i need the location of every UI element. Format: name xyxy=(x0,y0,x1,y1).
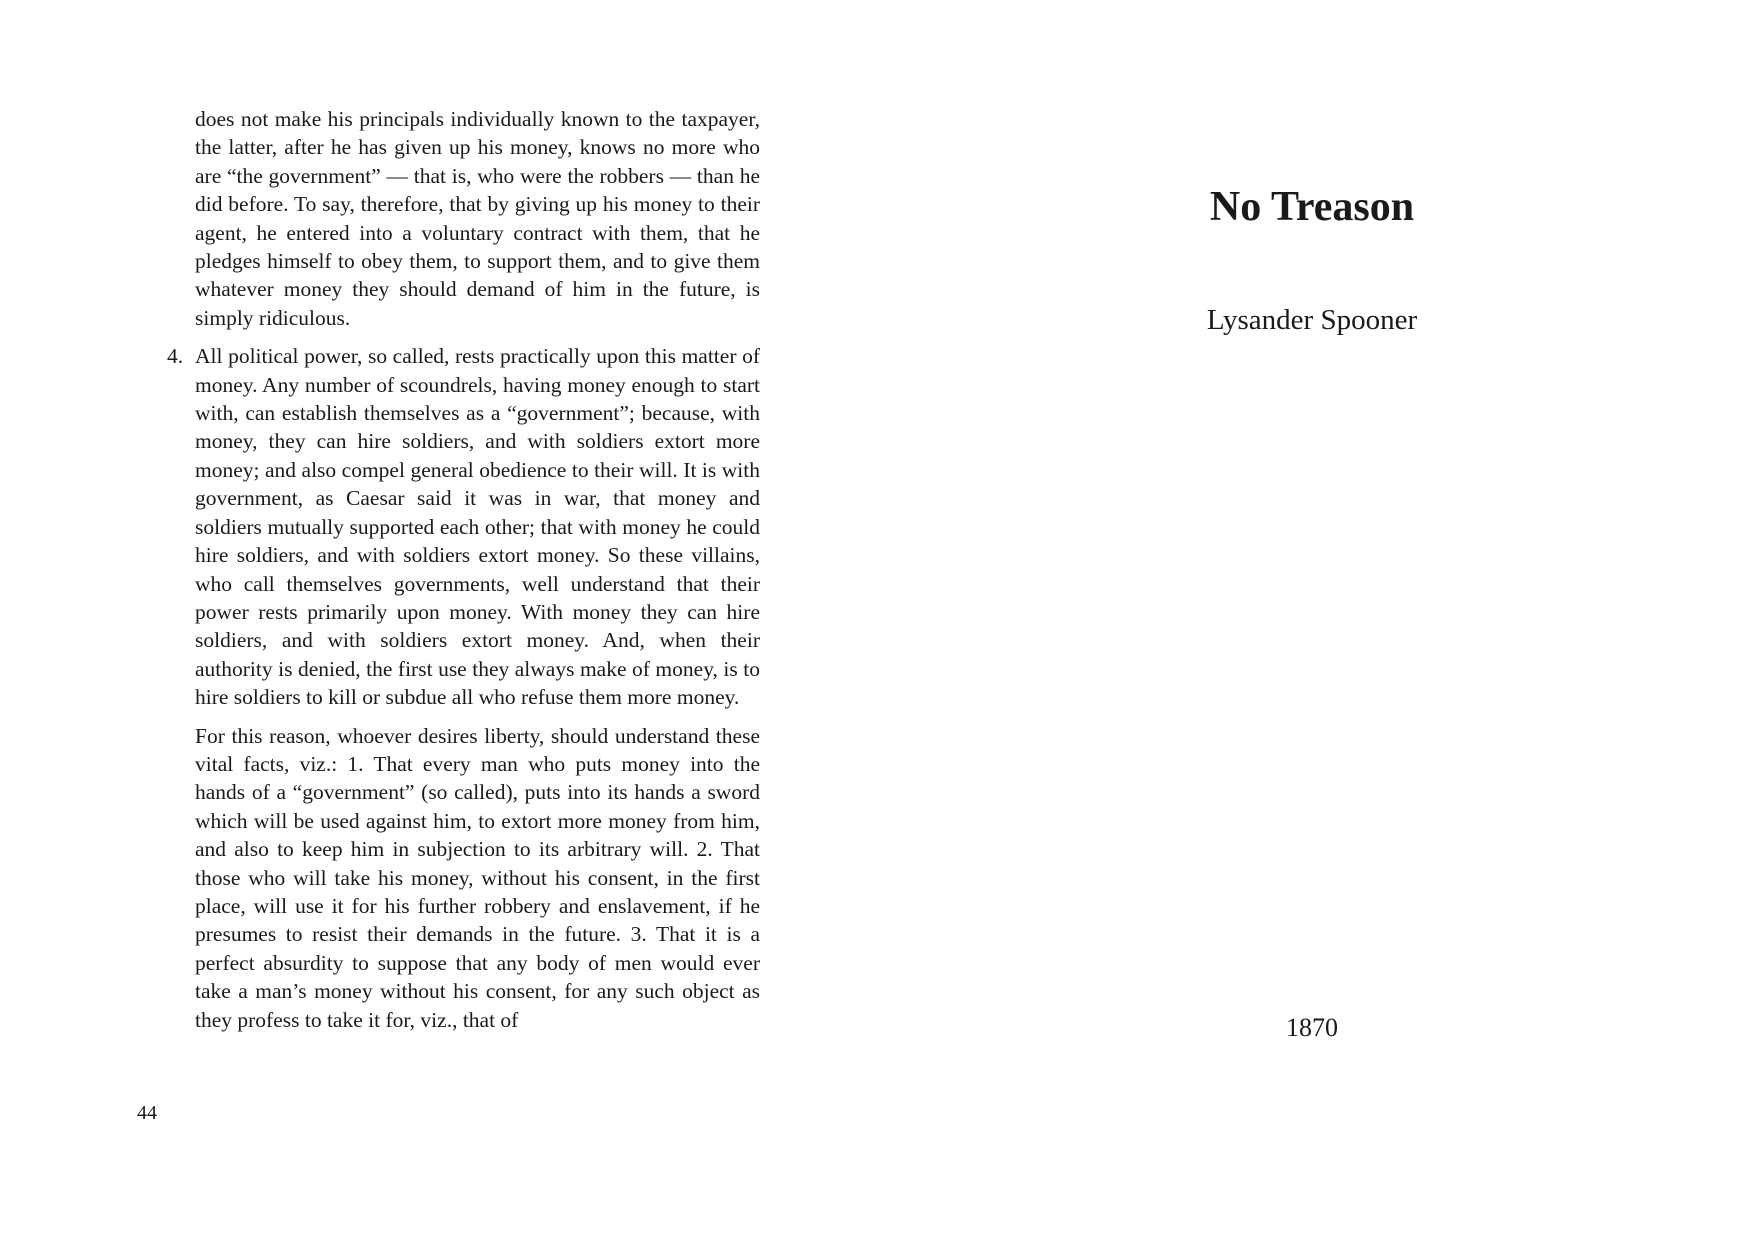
book-author: Lysander Spooner xyxy=(1206,304,1418,336)
right-page xyxy=(875,0,1749,1241)
list-item xyxy=(167,342,760,711)
publication-year: 1870 xyxy=(1286,1013,1338,1042)
page-number: 44 xyxy=(137,1102,157,1124)
list-item-text: All political power, so called, rests practically upon this matter of money. Any number of scoundrels, having money enough to start with, can establish themselves as a “government”; because, with money, they can hire soldiers, and with soldiers extort more money; and also compel general obedience to their will. It is with government, as Caesar said it was in war, that money and soldiers mutually supported each other; that with money he could hire soldiers, and with soldiers extort money. So these villains, who call themselves governments, well understand that their power rests primarily upon money. With money they can hire soldiers, and with soldiers extort money. And, when their authority is denied, the first use they always make of money, is to hire soldiers to kill or subdue all who refuse them more money. xyxy=(195,344,760,710)
follow-paragraph: For this reason, whoever desires liberty, should understand these vital facts, viz.: 1. That every man who puts money into the hands of a “government” (so called), puts into its hands a sword which will be used against him, to extort more money from him, and also to keep him in subjection to its arbitrary will. 2. That those who will take his money, without his consent, in the first place, will use it for his further robbery and enslavement, if he presumes to resist their demands in the future. 3. That it is a perfect absurdity to suppose that any body of men would ever take a man’s money without his consent, for any such object as they profess to take it for, viz., that of xyxy=(195,723,760,1032)
book-title: No Treason xyxy=(1209,184,1415,230)
list-item-number: 4. xyxy=(167,344,184,369)
paragraph-continuation: does not make his principals individually known to the taxpayer, the latter, after he has given up his money, knows no more who are “the government” — that is, who were the robbers — than he did before. To say, therefore, that by giving up his money to their agent, he entered into a voluntary contract with them, that he pledges himself to obey them, to support them, and to give them whatever money they should demand of him in the future, is simply ridiculous. xyxy=(195,107,760,330)
body-text xyxy=(167,105,760,1034)
